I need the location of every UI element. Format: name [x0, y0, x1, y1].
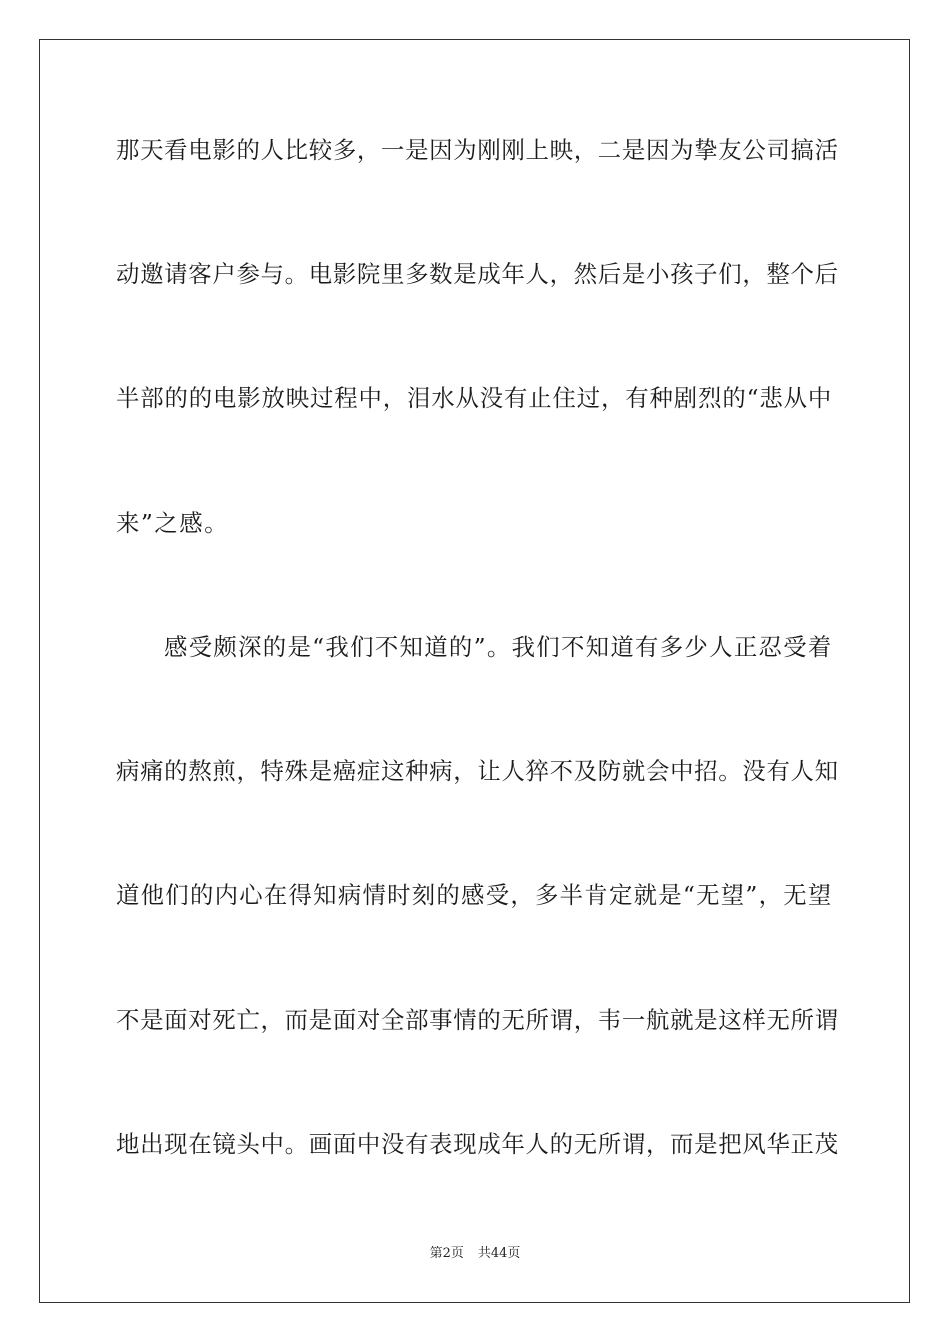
text-line: 那天看电影的人比较多，一是因为刚刚上映，二是因为挚友公司搞活: [116, 136, 839, 164]
page-number: 第2页: [429, 1246, 464, 1261]
text-line: 动邀请客户参与。电影院里多数是成年人，然后是小孩子们，整个后: [116, 260, 839, 288]
text-line: 半部的的电影放映过程中，泪水从没有止住过，有种剧烈的“悲从中: [116, 384, 832, 412]
text-line: 病痛的熬煎，特殊是癌症这种病，让人猝不及防就会中招。没有人知: [116, 757, 839, 785]
page-total: 共44页: [477, 1246, 521, 1261]
text-line: 道他们的内心在得知病情时刻的感受，多半肯定就是“无望”，无望: [116, 881, 832, 909]
page-footer: [0, 1245, 950, 1263]
paragraph-first-line: 感受颇深的是“我们不知道的”。我们不知道有多少人正忍受着: [164, 633, 832, 661]
text-line: 不是面对死亡，而是面对全部事情的无所谓，韦一航就是这样无所谓: [116, 1006, 839, 1034]
page-border: [39, 39, 910, 1303]
text-line: 来”之感。: [116, 509, 230, 537]
text-line: 地出现在镜头中。画面中没有表现成年人的无所谓，而是把风华正茂: [116, 1130, 839, 1158]
